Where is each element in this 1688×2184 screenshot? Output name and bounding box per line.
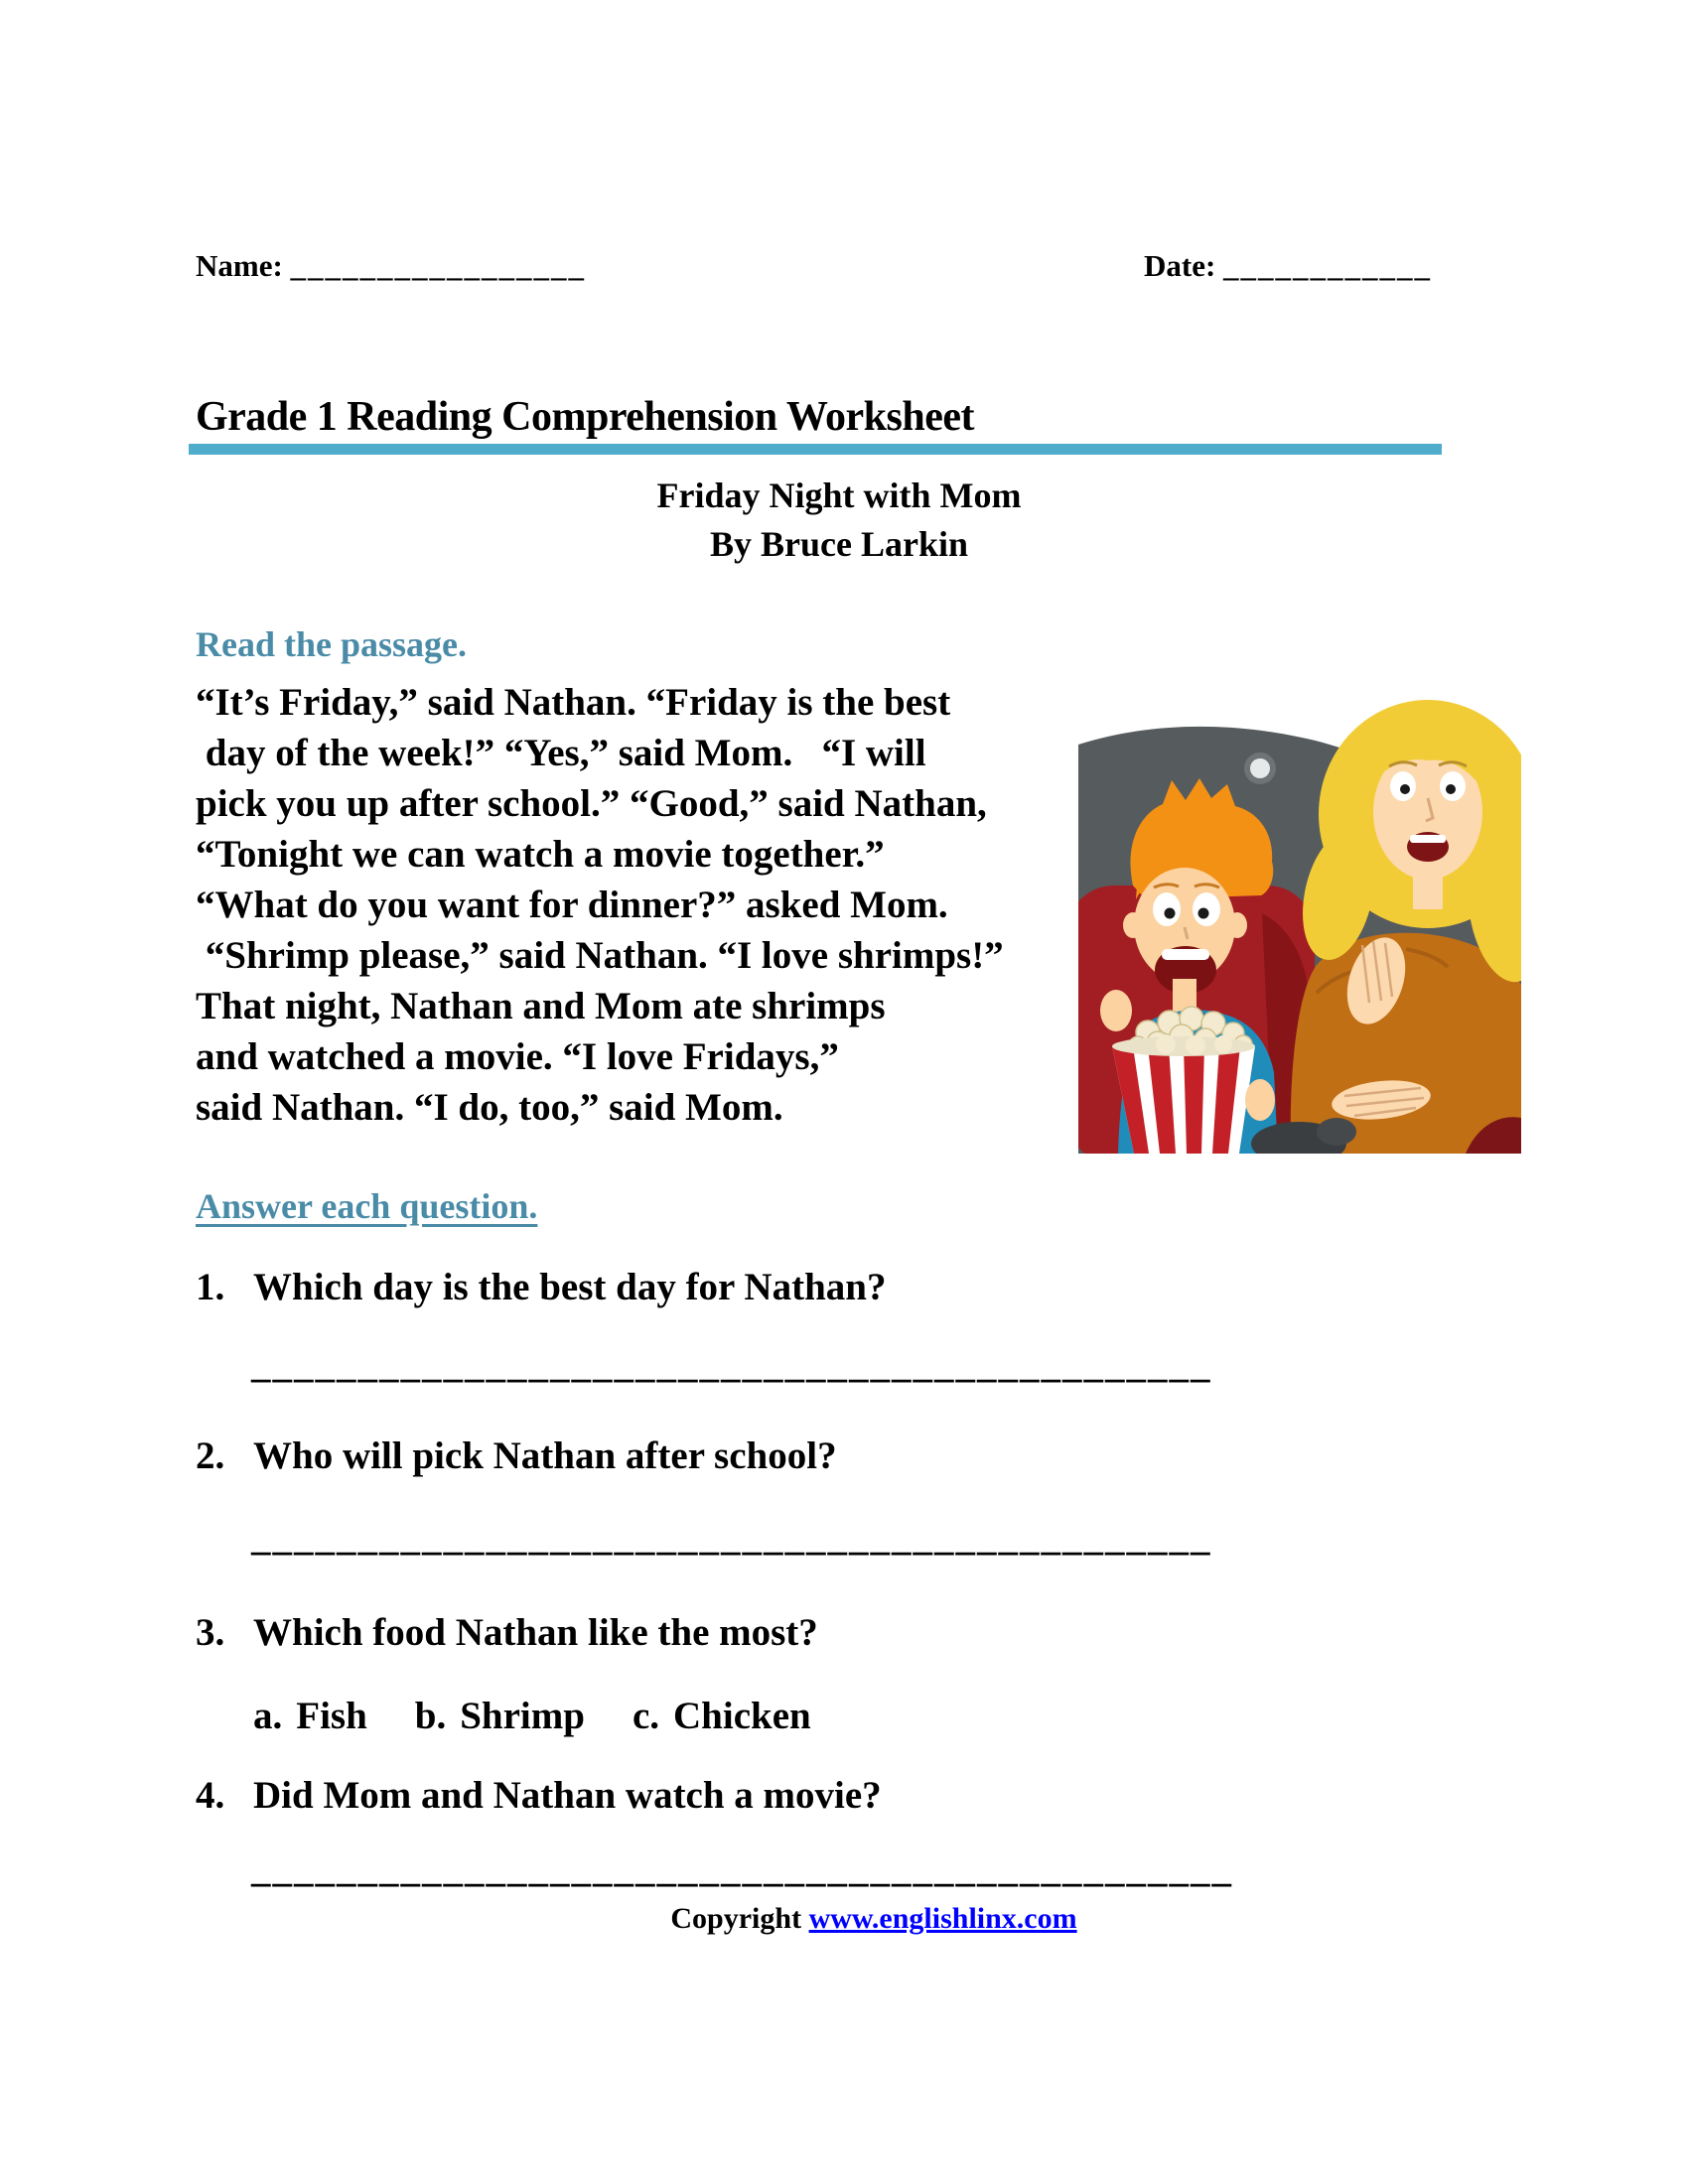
question-number: 2.	[196, 1434, 225, 1477]
story-title: Friday Night with Mom	[656, 476, 1022, 515]
question-text: Which food Nathan like the most?	[253, 1611, 818, 1654]
englishlinx-link[interactable]: www.englishlinx.com	[808, 1902, 1077, 1935]
passage-line: said Nathan. “I do, too,” said Mom.	[196, 1086, 783, 1129]
option-c	[633, 1694, 811, 1738]
question-2	[196, 1433, 837, 1478]
question-number: 3.	[196, 1611, 225, 1654]
question-number: 1.	[196, 1266, 225, 1308]
question-1	[196, 1265, 886, 1309]
date-label: Date:	[1144, 248, 1216, 283]
passage-line: “It’s Friday,” said Nathan. “Friday is the best	[196, 681, 951, 724]
copyright-label: Copyright	[670, 1902, 802, 1935]
option-letter: a.	[253, 1695, 283, 1737]
option-label: Shrimp	[460, 1695, 585, 1737]
answer-questions-heading: Answer each question.	[196, 1186, 538, 1226]
date-blank: ____________	[1223, 248, 1433, 283]
name-row	[196, 248, 586, 284]
question-number: 4.	[196, 1774, 225, 1817]
story-author: By Bruce Larkin	[709, 524, 968, 564]
footer	[0, 1902, 1688, 1936]
question-4	[196, 1773, 882, 1818]
passage	[196, 677, 1004, 1133]
story-illustration	[1078, 695, 1521, 1154]
passage-line: and watched a movie. “I love Fridays,”	[196, 1035, 839, 1078]
passage-line: That night, Nathan and Mom ate shrimps	[196, 985, 886, 1027]
name-label: Name:	[196, 248, 283, 283]
question-text: Which day is the best day for Nathan?	[253, 1266, 887, 1308]
read-passage-heading: Read the passage.	[196, 624, 468, 664]
option-label: Chicken	[673, 1695, 811, 1737]
option-label: Fish	[296, 1695, 367, 1737]
question-3-options	[253, 1694, 811, 1738]
passage-line: day of the week!” “Yes,” said Mom. “I will	[196, 732, 926, 774]
boy-fist	[1100, 990, 1132, 1031]
date-row	[1144, 248, 1432, 284]
passage-line: “What do you want for dinner?” asked Mom.	[196, 884, 948, 926]
question-text: Did Mom and Nathan watch a movie?	[253, 1774, 882, 1817]
passage-line: “Tonight we can watch a movie together.”	[196, 833, 885, 876]
option-a	[253, 1694, 367, 1738]
question-3	[196, 1610, 818, 1655]
title-rule	[189, 444, 1442, 455]
option-letter: b.	[414, 1695, 447, 1737]
worksheet-title: Grade 1 Reading Comprehension Worksheet	[196, 394, 974, 440]
answer-blank-4: ______________________________________________	[251, 1847, 1233, 1890]
answer-blank-2: _____________________________________________	[251, 1516, 1212, 1559]
name-blank: _________________	[290, 248, 587, 283]
boy-hand	[1245, 1079, 1275, 1121]
answer-blank-1: _____________________________________________	[251, 1343, 1212, 1386]
passage-line: pick you up after school.” “Good,” said Nathan,	[196, 782, 987, 825]
option-letter: c.	[632, 1695, 659, 1737]
passage-line: “Shrimp please,” said Nathan. “I love shrimps!”	[196, 934, 1004, 977]
question-text: Who will pick Nathan after school?	[253, 1434, 837, 1477]
option-b	[415, 1694, 585, 1738]
